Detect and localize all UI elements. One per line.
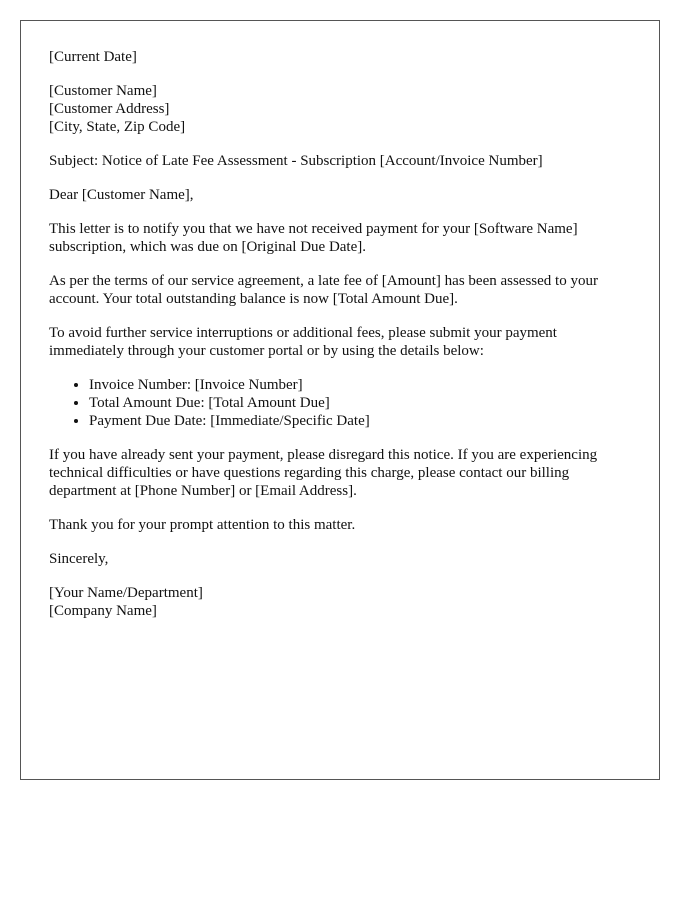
recipient-city-state-zip: [City, State, Zip Code] bbox=[49, 119, 186, 135]
letter-date: [Current Date] bbox=[49, 49, 137, 65]
recipient-name: [Customer Name] bbox=[49, 83, 157, 99]
detail-total-amount-due: • Total Amount Due: [Total Amount Due] bbox=[89, 394, 631, 412]
paragraph-payment-request: To avoid further service interruptions or additional fees, please submit your payment immediately through your customer portal or by using the details below: bbox=[49, 325, 557, 359]
signature-block bbox=[49, 584, 631, 620]
recipient-address: [Customer Address] bbox=[49, 101, 170, 117]
letter-closing: Sincerely, bbox=[49, 551, 109, 567]
paragraph-thank-you: Thank you for your prompt attention to this matter. bbox=[49, 517, 356, 533]
paragraph-disregard-notice: If you have already sent your payment, please disregard this notice. If you are experiencing technical difficulties or have questions regarding this charge, please contact our billing department at [Phone Number] or [Email Address]. bbox=[49, 447, 598, 499]
letter-salutation: Dear [Customer Name], bbox=[49, 187, 194, 203]
payment-details-list bbox=[49, 376, 631, 430]
paragraph-notification: This letter is to notify you that we have not received payment for your [Software Name] subscription, which was due on [Original Due Date]. bbox=[49, 221, 578, 255]
detail-invoice-number: • Invoice Number: [Invoice Number] bbox=[89, 376, 631, 394]
recipient-block bbox=[49, 82, 631, 136]
detail-payment-due-date: • Payment Due Date: [Immediate/Specific Date] bbox=[89, 412, 631, 430]
signature-name: [Your Name/Department] bbox=[49, 585, 203, 601]
letter-subject: Subject: Notice of Late Fee Assessment - Subscription [Account/Invoice Number] bbox=[49, 153, 543, 169]
paragraph-late-fee: As per the terms of our service agreement, a late fee of [Amount] has been assessed to your account. Your total outstanding balance is now [Total Amount Due]. bbox=[49, 273, 598, 307]
letter-page bbox=[20, 20, 660, 780]
signature-company: [Company Name] bbox=[49, 603, 157, 619]
